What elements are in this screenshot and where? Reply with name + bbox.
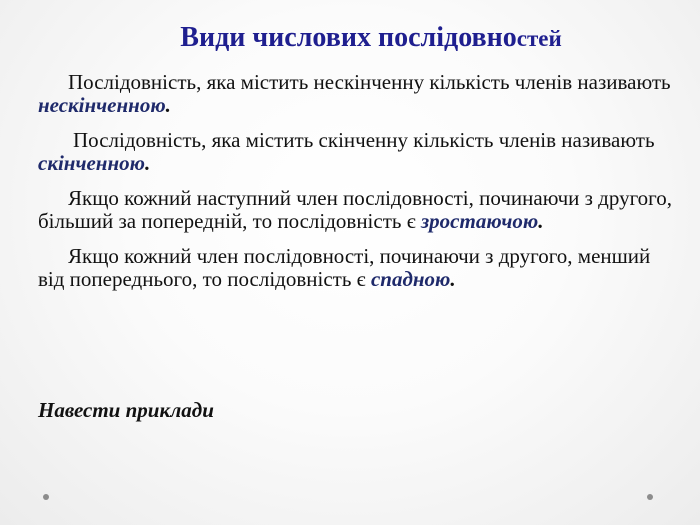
paragraph-increasing — [38, 187, 678, 233]
title-tail: стей — [516, 26, 562, 51]
paragraph-end: . — [144, 151, 151, 175]
paragraph-text: Послідовність, яка містить нескінченну кількість членів називають — [68, 70, 671, 94]
term-finite: скінченною — [38, 151, 145, 175]
term-decreasing: спадною — [370, 267, 451, 291]
term-infinite: нескінченною — [38, 93, 166, 117]
slide-body — [38, 71, 678, 303]
paragraph-end: . — [538, 209, 544, 233]
paragraph-infinite — [38, 71, 678, 117]
paragraph-end: . — [165, 93, 171, 117]
paragraph-end: . — [450, 267, 456, 291]
nav-dot-icon — [43, 494, 49, 500]
paragraph-text: Якщо кожний наступний член послідовності, починаючи з другого, більший за попередній, то послідовність є — [38, 186, 673, 233]
paragraph-finite — [38, 129, 678, 175]
paragraph-decreasing — [38, 245, 678, 291]
nav-dot-icon — [647, 494, 653, 500]
title-main: Види числових послідовно — [180, 22, 517, 53]
task-prompt: Навести приклади — [38, 398, 214, 422]
term-increasing: зростаючою — [420, 209, 539, 233]
paragraph-text: Послідовність, яка містить скінченну кількість членів називають — [73, 128, 655, 152]
slide-title — [0, 22, 700, 54]
paragraph-text: Якщо кожний член послідовності, починаючи з другого, менший від попереднього, то послідовність є — [38, 244, 651, 291]
